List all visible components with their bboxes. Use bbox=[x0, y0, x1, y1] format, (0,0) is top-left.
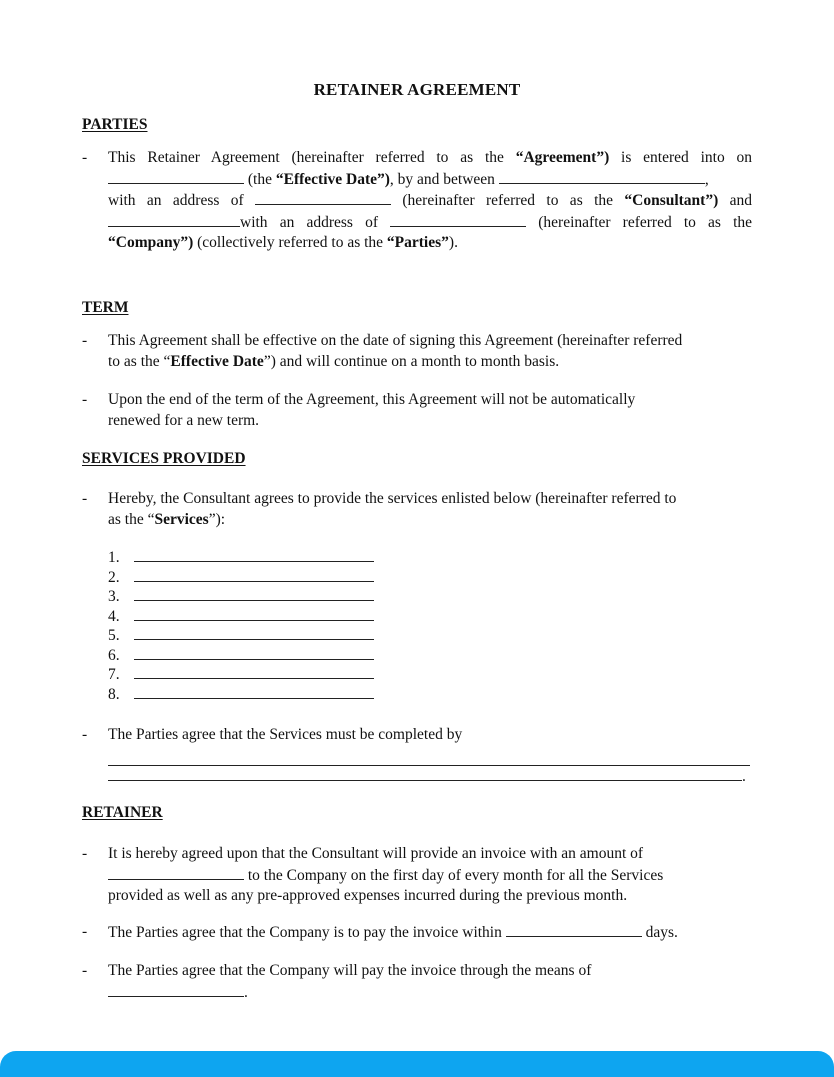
payment-means-blank[interactable] bbox=[108, 982, 244, 997]
service-blank[interactable] bbox=[134, 659, 374, 660]
section-heading-parties: PARTIES bbox=[82, 116, 148, 133]
consultant-address-blank[interactable] bbox=[255, 190, 391, 205]
bullet-dash: - bbox=[82, 845, 88, 862]
services-list bbox=[108, 548, 134, 704]
bullet-dash: - bbox=[82, 149, 88, 166]
parties-line-1: This Retainer Agreement (hereinafter referred to as the “Agreement”) is entered into on bbox=[108, 149, 752, 166]
service-blank[interactable] bbox=[134, 600, 374, 601]
completion-date-blank[interactable] bbox=[108, 746, 750, 766]
bullet-dash: - bbox=[82, 962, 88, 979]
retainer-bullet-3: - The Parties agree that the Company will pay the invoice through the means of . bbox=[82, 962, 592, 1001]
bullet-dash: - bbox=[82, 726, 88, 743]
list-item: 6. bbox=[108, 646, 134, 666]
service-blank[interactable] bbox=[134, 561, 374, 562]
service-blank[interactable] bbox=[134, 620, 374, 621]
company-name-blank[interactable] bbox=[108, 212, 240, 227]
section-heading-retainer: RETAINER bbox=[82, 804, 163, 821]
parties-line-4: with an address of (hereinafter referred to as the bbox=[108, 212, 752, 234]
list-item: 8. bbox=[108, 685, 134, 705]
list-item: 4. bbox=[108, 607, 134, 627]
bullet-dash: - bbox=[82, 923, 88, 940]
list-item: 7. bbox=[108, 665, 134, 685]
retainer-bullet-1: - It is hereby agreed upon that the Consultant will provide an invoice with an amount of to the Company on the first day of every month for all the Services provided as well as any pre-approved expenses incurred during the previous month. bbox=[82, 845, 664, 904]
company-address-blank[interactable] bbox=[390, 212, 526, 227]
parties-paragraph bbox=[82, 148, 752, 254]
bullet-dash: - bbox=[82, 490, 88, 507]
list-item: 1. bbox=[108, 548, 134, 568]
parties-line-2: (the “Effective Date”), by and between , bbox=[108, 169, 752, 191]
invoice-amount-blank[interactable] bbox=[108, 865, 244, 880]
service-blank[interactable] bbox=[134, 678, 374, 679]
service-blank[interactable] bbox=[134, 581, 374, 582]
date-blank[interactable] bbox=[108, 169, 244, 184]
footer-bar bbox=[0, 1051, 834, 1077]
list-item: 3. bbox=[108, 587, 134, 607]
document-title: RETAINER AGREEMENT bbox=[313, 80, 521, 99]
bullet-dash: - bbox=[82, 332, 88, 349]
term-bullet-2: - Upon the end of the term of the Agreement, this Agreement will not be automatically renewed for a new term. bbox=[82, 391, 636, 429]
section-heading-term: TERM bbox=[82, 299, 129, 316]
retainer-bullet-2: - The Parties agree that the Company is to pay the invoice within days. bbox=[82, 923, 678, 941]
party-name-blank[interactable] bbox=[499, 169, 705, 184]
services-bullet-2: - The Parties agree that the Services must be completed by . bbox=[82, 725, 752, 787]
service-blank[interactable] bbox=[134, 698, 374, 699]
parties-line-5: “Company”) (collectively referred to as the “Parties”). bbox=[108, 234, 458, 251]
term-bullet-1: - This Agreement shall be effective on the date of signing this Agreement (hereinafter referred to as the “Effective Date”) and will continue on a month to month basis. bbox=[82, 332, 683, 370]
parties-line-3: with an address of (hereinafter referred to as the “Consultant”) and bbox=[108, 192, 753, 209]
section-heading-services: SERVICES PROVIDED bbox=[82, 450, 246, 467]
payment-days-blank[interactable] bbox=[506, 922, 642, 937]
completion-date-blank-2[interactable] bbox=[108, 766, 742, 781]
bullet-dash: - bbox=[82, 391, 88, 408]
services-bullet-1: - Hereby, the Consultant agrees to provide the services enlisted below (hereinafter referred to as the “Services”): bbox=[82, 490, 677, 528]
list-item: 5. bbox=[108, 626, 134, 646]
service-blank[interactable] bbox=[134, 639, 374, 640]
list-item: 2. bbox=[108, 568, 134, 588]
